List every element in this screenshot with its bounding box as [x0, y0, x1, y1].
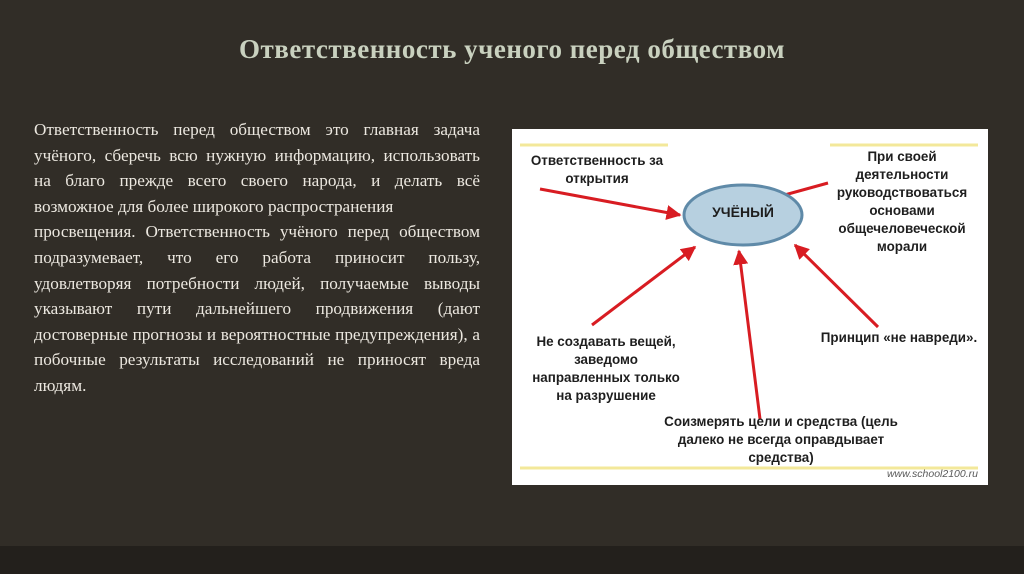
label-discovery: Ответственность за открытия: [530, 153, 664, 186]
center-label: УЧЁНЫЙ: [712, 204, 774, 220]
body-paragraph-2: просвещения. Ответственность учёного перед обществом подразумевает, что его работа приносит пользу, удовлетворяя потребности людей, получаемые выводы указывают пути дальнейшего продвижения (дают достоверные прогнозы и вероятностные предупреждения), а побочные результаты исследований не приносят вреда людям.: [34, 222, 480, 395]
arrow-discovery: [540, 189, 680, 215]
label-morals: При своей деятельности руководствоваться основами общечеловеческой морали: [836, 149, 968, 254]
arrow-goals-means: [739, 251, 760, 419]
watermark: www.school2100.ru: [886, 468, 978, 480]
footer-bar: [0, 546, 1024, 574]
scientist-diagram: [512, 129, 988, 485]
slide-title: Ответственность ученого перед обществом: [239, 34, 785, 64]
label-goals-means: Соизмерять цели и средства (цель далеко не всегда оправдывает средства): [664, 414, 898, 465]
arrow-no-harm: [795, 245, 878, 327]
label-no-harm: Принцип «не навреди».: [820, 330, 978, 345]
label-no-destruction: Не создавать вещей, заведомо направленных только на разрушение: [532, 334, 680, 403]
body-text: [34, 117, 480, 399]
body-paragraph-1: Ответственность перед обществом это главная задача учёного, сберечь всю нужную информацию, использовать на благо прежде всего своего народа, и делать всё возможное для более широкого распространения: [34, 120, 480, 216]
arrow-no-destruction: [592, 247, 695, 325]
header-blank-box: [668, 129, 830, 171]
